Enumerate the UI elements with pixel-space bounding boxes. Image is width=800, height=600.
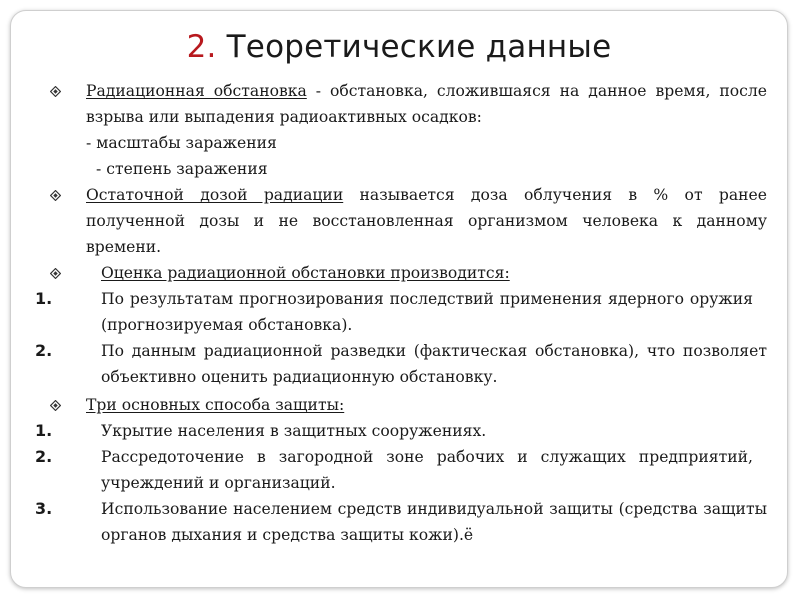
slide-title	[11, 29, 787, 65]
assessment-heading: Оценка радиационной обстановки производится:	[101, 264, 510, 282]
numbered-item	[35, 418, 767, 444]
sub-item-scale: - масштабы заражения	[86, 134, 277, 152]
slide-content	[35, 78, 768, 548]
item-text: Использование населением средств индивидуальной защиты (средства защиты органов дыхания и средства защиты кожи).ё	[101, 500, 767, 544]
bullet-residual-dose	[41, 182, 767, 260]
numbered-item	[35, 286, 767, 338]
diamond-bullet-icon	[50, 268, 61, 279]
item-number: 1.	[35, 289, 53, 308]
item-text: По результатам прогнозирования последствий применения ядерного оружия (прогнозируемая обстановка).	[101, 290, 753, 334]
protection-heading: Три основных способа защиты:	[86, 396, 345, 414]
diamond-bullet-icon	[50, 400, 61, 411]
bullet-radiation-situation	[41, 78, 767, 182]
item-number: 2.	[35, 447, 53, 466]
definition-radiation-situation: - обстановка, сложившаяся на данное время, после взрыва или выпадения радиоактивных осадков:	[86, 82, 767, 126]
item-number: 1.	[35, 421, 53, 440]
diamond-bullet-icon	[50, 190, 61, 201]
bullet-protection-heading	[41, 392, 767, 418]
item-text: Укрытие населения в защитных сооружениях.	[101, 422, 487, 440]
term-residual-dose: Остаточной дозой радиации	[86, 186, 344, 204]
item-number: 3.	[35, 499, 53, 518]
diamond-bullet-icon	[50, 86, 61, 97]
item-text: По данным радиационной разведки (фактическая обстановка), что позволяет объективно оценить радиационную обстановку.	[101, 342, 767, 386]
bullet-assessment-heading	[41, 260, 767, 286]
slide	[10, 10, 788, 588]
numbered-item	[35, 444, 767, 496]
sub-item-degree: - степень заражения	[96, 160, 268, 178]
definition-residual-dose: называется доза облучения в % от ранее полученной дозы и не восстановленная организмом человека к данному времени.	[86, 186, 768, 256]
title-text: Теоретические данные	[226, 29, 612, 65]
title-number: 2.	[186, 29, 217, 65]
numbered-item	[35, 338, 767, 390]
item-number: 2.	[35, 341, 53, 360]
term-radiation-situation: Радиационная обстановка	[86, 82, 307, 100]
numbered-item	[35, 496, 767, 548]
item-text: Рассредоточение в загородной зоне рабочих и служащих предприятий, учреждений и организаций.	[101, 448, 753, 492]
